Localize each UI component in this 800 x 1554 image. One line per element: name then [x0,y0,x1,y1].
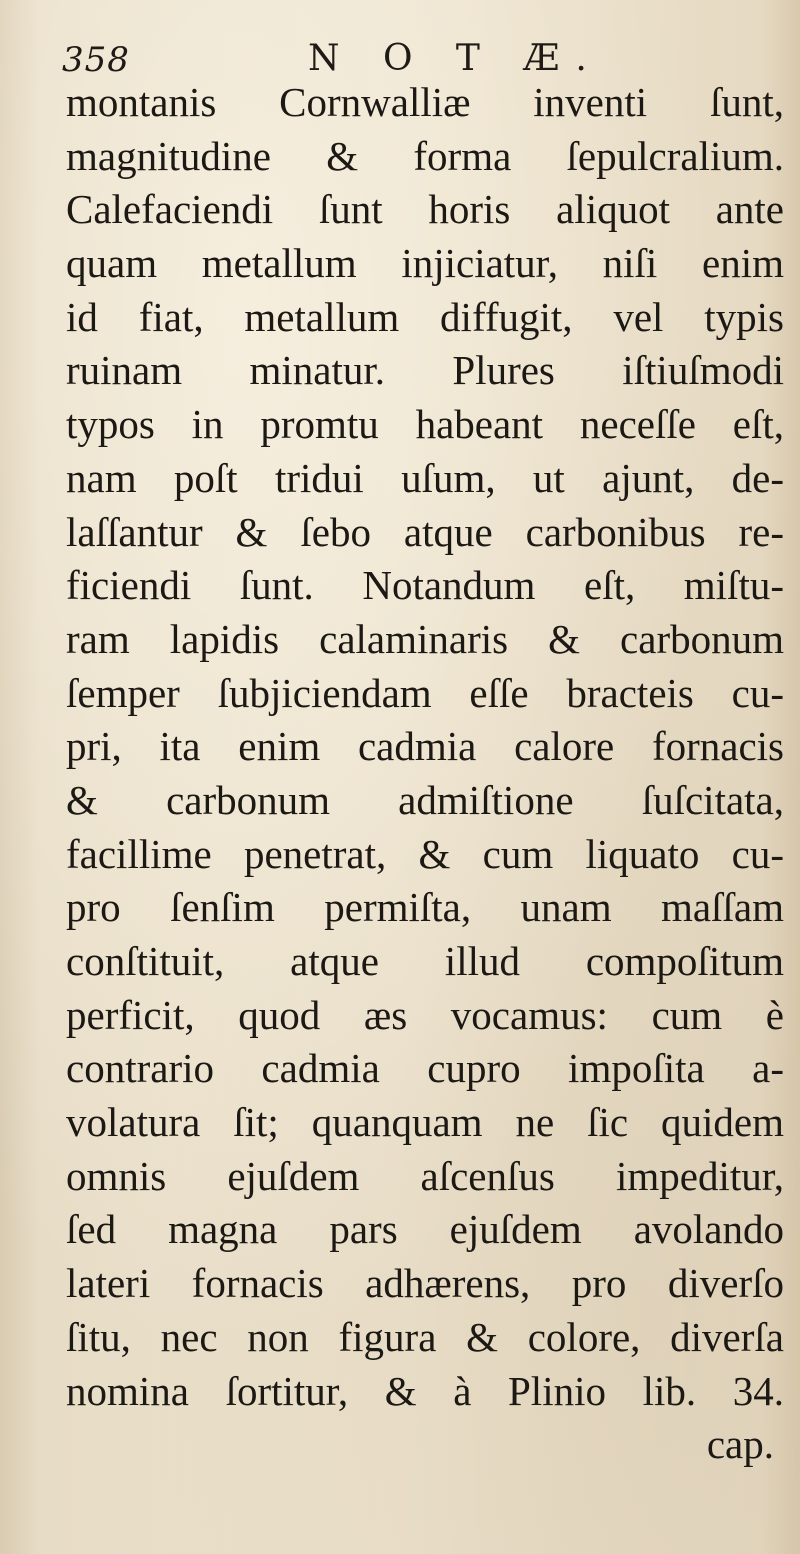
catchword: cap. [706,1421,774,1468]
text-line: lateri fornacis adhærens, pro diverſo [66,1260,784,1307]
text-line: pri, ita enim cadmia calore fornacis [66,723,784,770]
text-line: ram lapidis calaminaris & carbonum [66,615,784,662]
body-text [66,76,784,1472]
running-title: N O T Æ. [308,38,603,79]
text-line: ficiendi ſunt. Notandum eſt, miſtu- [66,562,784,609]
page-number: 358 [62,40,130,80]
text-line: conſtituit, atque illud compoſitum [66,938,784,984]
text-line: omnis ejuſdem aſcenſus impeditur, [66,1152,784,1199]
text-line: ſitu, nec non figura & colore, diverſa [66,1313,784,1360]
text-line: laſſantur & ſebo atque carbonibus re- [66,508,784,555]
text-line: montanis Cornwalliæ inventi ſunt, [66,79,784,125]
text-line: typos in promtu habeant neceſſe eſt, [66,401,784,448]
text-line: nomina ſortitur, & à Plinio lib. 34. [66,1367,784,1414]
text-line: perficit, quod æs vocamus: cum è [66,991,784,1038]
text-line: ſemper ſubjiciendam eſſe bracteis cu- [66,669,784,716]
text-line: quam metallum injiciatur, niſi enim [66,240,784,287]
text-line: contrario cadmia cupro impoſita a- [66,1045,784,1092]
text-line: nam poſt tridui uſum, ut ajunt, de- [66,454,784,501]
text-line: pro ſenſim permiſta, unam maſſam [66,884,784,931]
text-line: & carbonum admiſtione ſuſcitata, [66,776,784,823]
running-head [0,28,800,78]
text-line: magnitudine & forma ſepulcralium. [66,132,784,179]
text-line: Calefaciendi ſunt horis aliquot ante [66,186,784,233]
text-line: facillime penetrat, & cum liquato cu- [66,830,784,877]
text-line: volatura ſit; quanquam ne ſic quidem [66,1099,784,1146]
text-line: ruinam minatur. Plures iſtiuſmodi [66,347,784,394]
text-line: ſed magna pars ejuſdem avolando [66,1206,784,1253]
text-line: id fiat, metallum diffugit, vel typis [66,293,784,340]
